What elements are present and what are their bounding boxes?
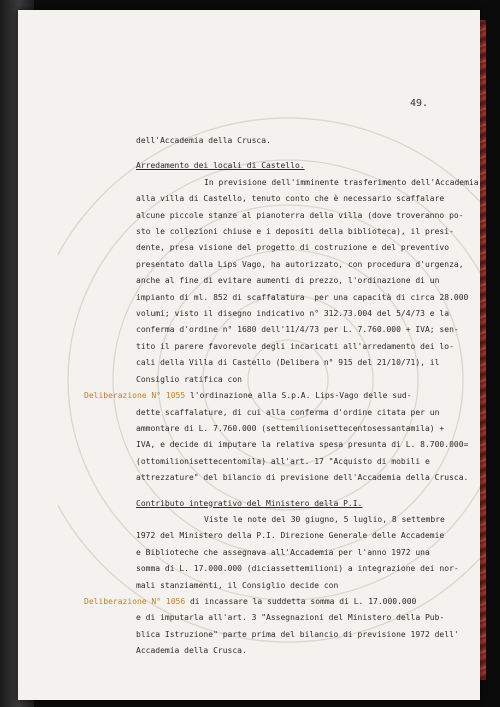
intro-line: dell'Accademia della Crusca. [136, 136, 271, 145]
line-text: cali della Villa di Castello (Delibera n° 915 del 21/10/71), il [136, 358, 440, 368]
line-text: IVA, e decide di imputare la relativa spesa presunta di L. 8.700.000= [136, 440, 469, 450]
body-line [136, 273, 461, 289]
line-text: alla villa di Castello, tenuto conto che è necessario scaffalare [136, 194, 445, 204]
document-page [18, 10, 480, 700]
line-text: dente, presa visione del progetto di costruzione e del preventivo [136, 243, 450, 253]
line-text: anche al fine di evitare aumenti di prezzo, l'ordinazione di un [136, 276, 440, 286]
body-line [136, 191, 461, 207]
line-text: (ottomilionisettecentomila) all'art. 17 "Acquisto di mobili e [136, 456, 430, 466]
line-text: sto le collezioni chiuse e i depositi della biblioteca), il presi- [136, 227, 454, 237]
body-line [136, 512, 461, 528]
section-lines [84, 512, 461, 660]
line-text: Accademia della Crusca. [136, 646, 247, 656]
body-line [136, 322, 461, 338]
deliberation-number: Deliberazione N° 1056 [84, 596, 186, 606]
body-line [136, 306, 461, 322]
section-lines [84, 175, 479, 487]
line-text: blica Istruzione" parte prima del bilancio di previsione 1972 dell' [136, 629, 459, 639]
line-text: alcune piccole stanze al pianoterra della villa (dove troveranno po- [136, 210, 464, 220]
line-text: In previsione dell'imminente trasferimento dell'Accademia [204, 177, 479, 187]
body-line [136, 175, 479, 191]
body-line [136, 470, 469, 486]
body-line [136, 528, 461, 544]
body-line [136, 561, 461, 577]
line-text: Viste le note del 30 giugno, 5 luglio, 8 settembre [204, 514, 445, 524]
line-text: volumi; visto il disegno indicativo n° 312.73.004 del 5/4/73 e la [136, 309, 450, 319]
deliberation-line [84, 388, 461, 404]
body-line [136, 339, 461, 355]
line-text: tito il parere favorevole degli incaricati all'arredamento dei lo- [136, 341, 454, 351]
deliberation-line [84, 594, 461, 610]
body-line [136, 224, 461, 240]
section-arredamento [84, 158, 479, 486]
line-text: presentato dalla Lips Vago, ha autorizzato, con procedura d'urgenza, [136, 259, 464, 269]
body-line [136, 643, 461, 659]
body-line [136, 627, 461, 643]
section-heading: Contributo integrativo del Ministero della P.I. [136, 498, 363, 508]
line-text: 1972 del Ministero della P.I. Direzione Generale delle Accademie [136, 531, 445, 541]
body-line [136, 290, 469, 306]
deliberation-number: Deliberazione N° 1055 [84, 391, 186, 401]
line-text: dette scaffalature, di cui alla conferma d'ordine citata per un [136, 407, 440, 417]
line-text: mali stanziamenti, il Consiglio decide con [136, 580, 339, 590]
line-text: l'ordinazione alla S.p.A. Lips-Vago delle sud- [189, 391, 412, 401]
body-line [136, 355, 461, 371]
body-line [136, 421, 461, 437]
body-line [136, 437, 469, 453]
line-text: conferma d'ordine n° 1680 dell'11/4/73 per L. 7.760.000 + IVA; sen- [136, 325, 459, 335]
line-text: Consiglio ratifica con [136, 374, 242, 384]
line-text: somma di L. 17.000.000 (diciassettemilioni) a integrazione dei nor- [136, 564, 459, 574]
section-contributo [84, 496, 461, 660]
body-line [136, 240, 461, 256]
line-text: impianto di ml. 852 di scaffalatura per una capacità di circa 28.000 [136, 292, 469, 302]
line-text: e di imputarla all'art. 3 "Assegnazioni del Ministero della Pub- [136, 613, 445, 623]
line-text: attrezzature" del bilancio di previsione dell'Accademia della Crusca. [136, 473, 469, 483]
line-text: di incassare la suddetta somma di L. 17.000.000 [189, 596, 417, 606]
section-heading: Arredamento dei locali di Castello. [136, 161, 305, 171]
body-line [136, 610, 461, 626]
body-line [136, 578, 461, 594]
body-line [136, 545, 461, 561]
line-text: ammontare di L. 7.760.000 (settemilionisettecentosessantamila) + [136, 423, 445, 433]
body-line [136, 208, 464, 224]
body-line [136, 372, 461, 388]
body-line [136, 454, 461, 470]
page-number: 49. [410, 98, 429, 109]
line-text: e Biblioteche che assegnava all'Accademia per l'anno 1972 una [136, 547, 430, 557]
body-line [136, 405, 461, 421]
body-line [136, 257, 464, 273]
document-body [84, 133, 479, 660]
